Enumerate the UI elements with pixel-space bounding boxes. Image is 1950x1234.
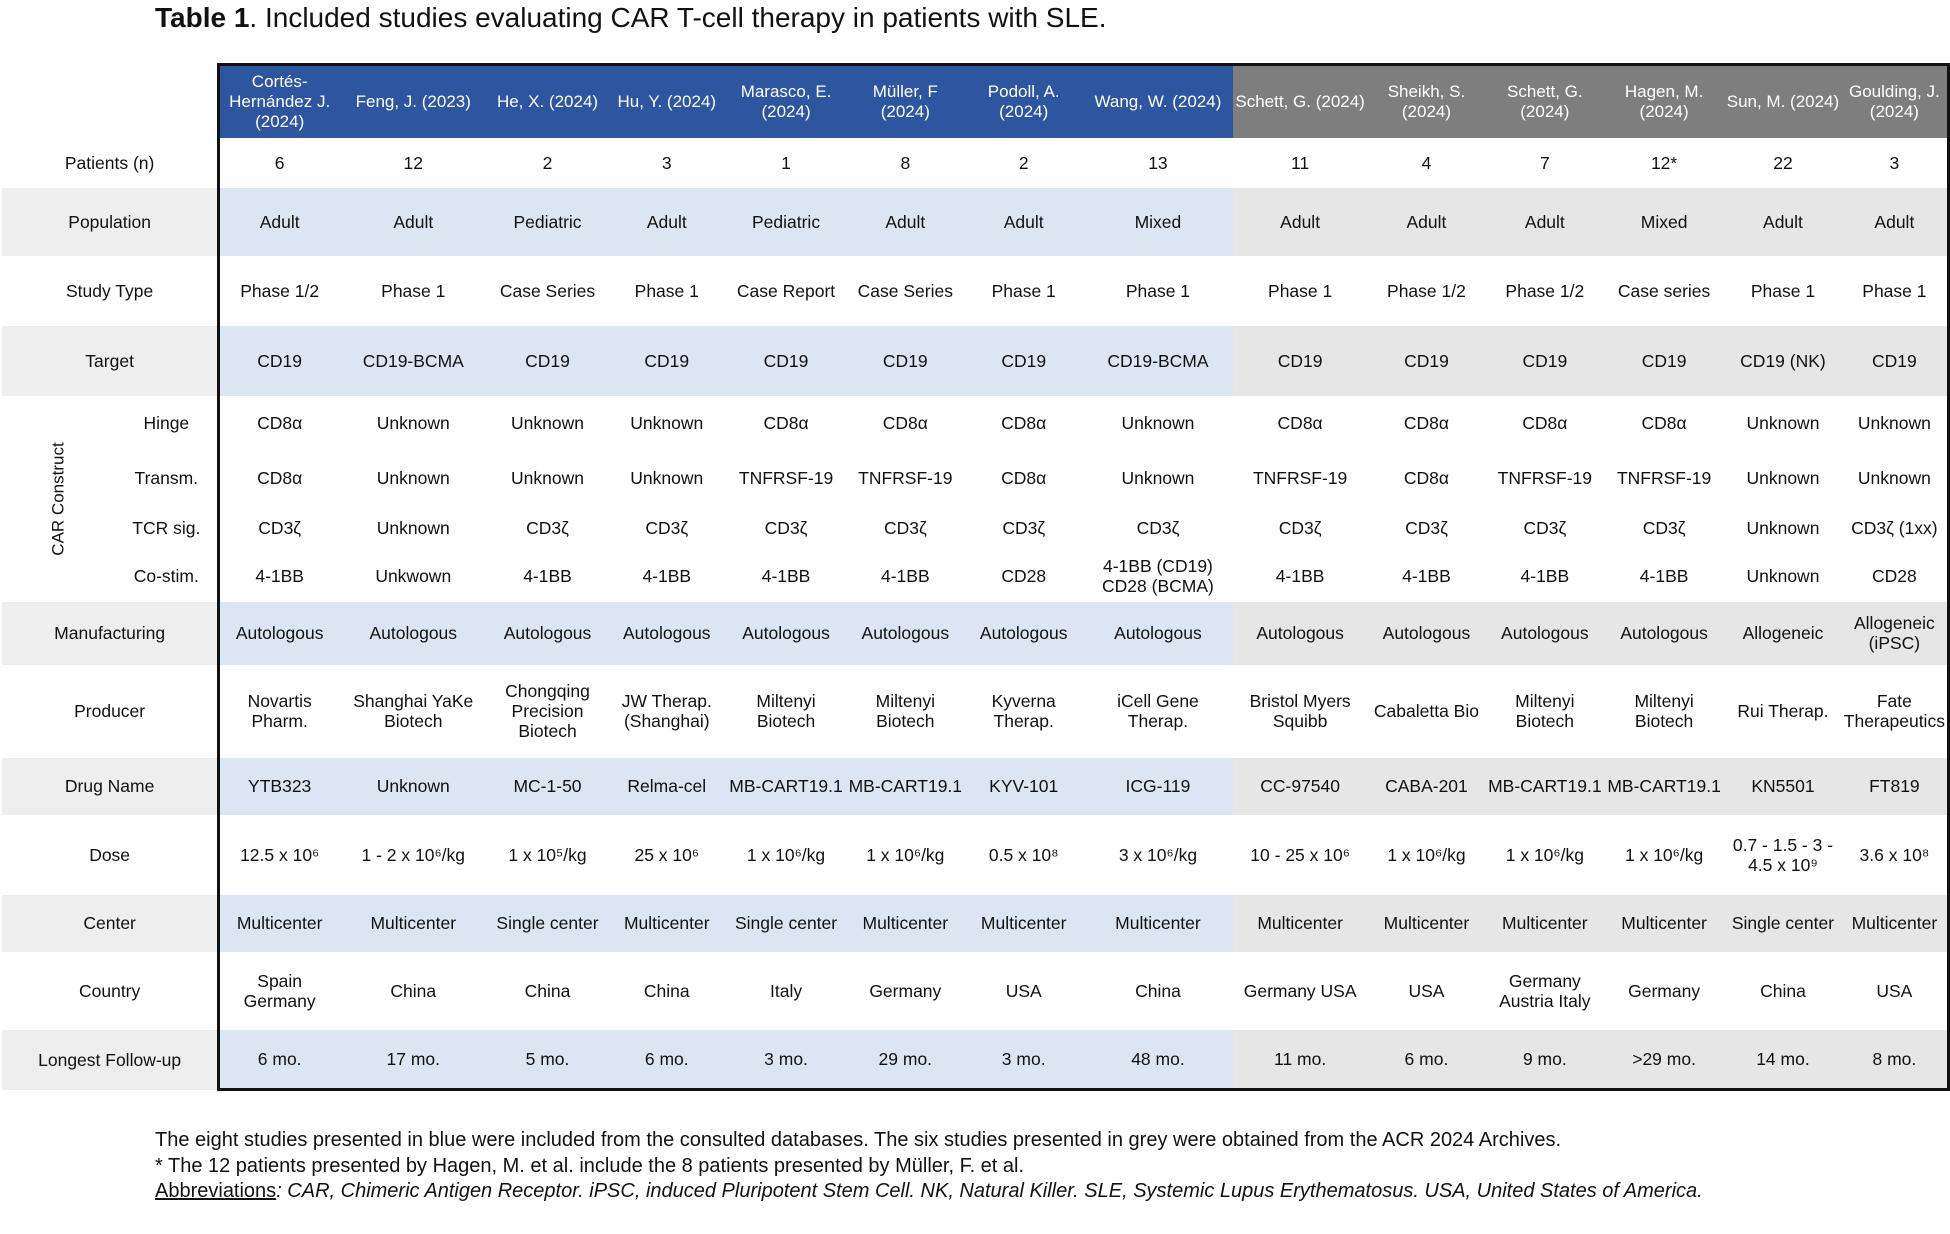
table-cell: 4-1BB: [642, 566, 692, 586]
table-cell: 4-1BB: [761, 566, 811, 586]
table-cell: Phase 1: [991, 280, 1056, 301]
table-cell: TNFRSF-19: [1616, 468, 1712, 488]
table-cell: CD3ζ: [764, 518, 808, 538]
table-cell: Autologous: [339, 602, 487, 665]
table-cell: 14 mo.: [1724, 1030, 1842, 1090]
table-cell: 0.7 - 1.5 - 3 - 4.5 x 10⁹: [1732, 834, 1834, 875]
table-cell: 5 mo.: [487, 1030, 607, 1090]
table-cell: Unknown: [1842, 396, 1949, 451]
table-cell: 12*: [1650, 152, 1678, 173]
table-cell: 1 x 10⁶/kg: [866, 844, 945, 865]
table-cell: CD19 (NK): [1724, 326, 1842, 396]
table-cell: 25 x 10⁶: [634, 844, 700, 865]
table-cell: KYV-101: [965, 758, 1083, 815]
table-cell: CD3ζ: [1405, 518, 1448, 538]
table-cell: 48 mo.: [1083, 1030, 1233, 1090]
table-row: [2, 665, 1949, 758]
study-header: Schett, G. (2024): [1486, 65, 1604, 138]
car-construct-label: [2, 396, 115, 602]
note-line-2: * The 12 patients presented by Hagen, M. et al. include the 8 patients presented by Müller, F. et al.: [155, 1154, 1025, 1177]
table-cell: 1 x 10⁶/kg: [1505, 844, 1584, 865]
table-cell: Unknown: [376, 518, 450, 538]
table-cell: Multicenter: [1486, 895, 1604, 952]
table-cell: USA: [1408, 980, 1445, 1001]
table-cell: Unknown: [1121, 468, 1195, 488]
table-cell: CD3ζ (1xx): [1842, 506, 1949, 551]
study-header: Feng, J. (2023): [339, 65, 487, 138]
table-cell: CD28: [1842, 551, 1949, 602]
table-cell: Adult: [608, 188, 726, 256]
table-cell: Autologous: [1486, 602, 1604, 665]
table-cell: CD8α: [1641, 413, 1687, 433]
table-cell: Autologous: [1367, 602, 1485, 665]
table-cell: USA: [1005, 980, 1042, 1001]
table-cell: 3: [661, 152, 672, 173]
table-cell: Case Series: [857, 280, 953, 301]
table-cell: TNFRSF-19: [1252, 468, 1348, 488]
table-cell: 3: [1842, 138, 1949, 188]
table-cell: CD8α: [1403, 413, 1450, 433]
note-abbreviations: [155, 1179, 1935, 1205]
row-label: Producer: [74, 701, 146, 721]
table-cell: Allogeneic: [1724, 602, 1842, 665]
row-label: Transm.: [134, 468, 199, 488]
table-cell: Adult: [1486, 188, 1604, 256]
table-cell: 3 mo.: [965, 1030, 1083, 1090]
study-header: Hu, Y. (2024): [608, 65, 726, 138]
table-cell: China: [390, 980, 437, 1001]
table-cell: CD19: [1842, 326, 1949, 396]
table-cell: 2: [1018, 152, 1029, 173]
table-cell: Miltenyi Biotech: [1634, 691, 1694, 731]
table-cell: Single center: [726, 895, 846, 952]
table-cell: TNFRSF-19: [858, 468, 953, 488]
table-cell: Phase 1: [1750, 280, 1816, 301]
table-cell: 3 x 10⁶/kg: [1118, 844, 1198, 865]
table-cell: Unknown: [1746, 518, 1820, 538]
table-cell: 0.5 x 10⁸: [988, 844, 1059, 865]
table-cell: iCell Gene Therap.: [1117, 691, 1199, 731]
table-row: [2, 138, 1949, 188]
table-cell: Germany USA: [1243, 980, 1357, 1001]
table-cell: Autologous: [846, 602, 964, 665]
table-cell: Adult: [1842, 188, 1949, 256]
study-header: Podoll, A. (2024): [965, 65, 1083, 138]
study-header: Marasco, E. (2024): [726, 65, 846, 138]
table-cell: 6 mo.: [219, 1030, 339, 1090]
table-cell: Multicenter: [1842, 895, 1949, 952]
table-cell: Bristol Myers Squibb: [1249, 691, 1351, 731]
table-cell: TNFRSF-19: [738, 468, 834, 488]
table-cell: CD19: [219, 326, 339, 396]
table-cell: China: [1135, 980, 1181, 1001]
row-label: Target: [2, 326, 219, 396]
table-cell: CD3ζ: [1523, 518, 1567, 538]
row-label: Population: [2, 188, 219, 256]
table-cell: China: [524, 980, 571, 1001]
table-cell: China: [643, 980, 690, 1001]
table-cell: Pediatric: [487, 188, 607, 256]
table-cell: CD19: [1367, 326, 1485, 396]
table-cell: Unknown: [1746, 468, 1820, 488]
study-header: He, X. (2024): [487, 65, 607, 138]
table-cell: 4-1BB (CD19) CD28 (BCMA): [1102, 556, 1214, 596]
table-cell: Unknown: [630, 468, 704, 488]
table-row: [2, 551, 1949, 602]
row-label: Longest Follow-up: [2, 1030, 219, 1090]
table-cell: Unknown: [511, 468, 584, 488]
table-cell: 6 mo.: [608, 1030, 726, 1090]
table-cell: CD3ζ: [883, 518, 927, 538]
table-cell: Unknown: [376, 413, 450, 433]
table-cell: Autologous: [1233, 602, 1367, 665]
row-label: Co-stim.: [133, 566, 199, 586]
table-cell: MB-CART19.1: [846, 758, 964, 815]
table-cell: Miltenyi Biotech: [756, 691, 816, 731]
table-cell: Novartis Pharm.: [219, 665, 339, 758]
table-cell: Spain Germany: [219, 952, 339, 1030]
table-cell: CD3ζ: [1136, 518, 1180, 538]
table-cell: CD19-BCMA: [1083, 326, 1233, 396]
study-header: Hagen, M. (2024): [1604, 65, 1724, 138]
table-row: [2, 602, 1949, 665]
table-cell: Multicenter: [219, 895, 339, 952]
row-label: Study Type: [66, 280, 154, 301]
row-label: Hinge: [143, 413, 190, 433]
table-cell: Germany Austria Italy: [1499, 970, 1591, 1011]
table-cell: CD8α: [1277, 413, 1323, 433]
table-cell: 7: [1539, 152, 1550, 173]
table-cell: TNFRSF-19: [1497, 468, 1592, 488]
table-cell: 11: [1291, 152, 1310, 173]
table-cell: 29 mo.: [846, 1030, 964, 1090]
table-cell: Autologous: [726, 602, 846, 665]
table-cell: Unknown: [1746, 566, 1820, 586]
table-row: [2, 758, 1949, 815]
table-cell: Case Report: [736, 280, 836, 301]
table-row: [2, 506, 1949, 551]
table-row: [2, 1030, 1949, 1090]
table-cell: Single center: [487, 895, 607, 952]
table-cell: CD3ζ: [1002, 518, 1046, 538]
table-cell: KN5501: [1724, 758, 1842, 815]
table-cell: Mixed: [1083, 188, 1233, 256]
study-header: Sheikh, S. (2024): [1367, 65, 1485, 138]
table-cell: ICG-119: [1083, 758, 1233, 815]
table-cell: 6: [219, 138, 339, 188]
table-cell: 4-1BB: [219, 551, 339, 602]
table-cell: CD3ζ: [1278, 518, 1322, 538]
table-cell: CD3ζ: [219, 506, 339, 551]
table-cell: 11 mo.: [1233, 1030, 1367, 1090]
table-cell: Unknown: [511, 413, 584, 433]
table-cell: Unknown: [376, 468, 450, 488]
table-cell: Mixed: [1604, 188, 1724, 256]
table-row: [2, 396, 1949, 451]
table-cell: Germany: [869, 980, 942, 1001]
table-cell: MB-CART19.1: [726, 758, 846, 815]
table-cell: Multicenter: [846, 895, 964, 952]
table-row: [2, 326, 1949, 396]
table-cell: CABA-201: [1367, 758, 1485, 815]
table-cell: Autologous: [1083, 602, 1233, 665]
table-cell: 22: [1773, 152, 1793, 173]
table-cell: 17 mo.: [339, 1030, 487, 1090]
table-notes: [155, 1128, 1935, 1205]
row-label: Drug Name: [2, 758, 219, 815]
table-cell: 13: [1148, 152, 1168, 173]
table-cell: USA: [1842, 952, 1949, 1030]
table-cell: Unknown: [1121, 413, 1195, 433]
table-cell: Adult: [339, 188, 487, 256]
header-blank: [2, 65, 219, 138]
table-cell: Autologous: [219, 602, 339, 665]
table-cell: Single center: [1724, 895, 1842, 952]
table-cell: CD8α: [763, 413, 809, 433]
table-cell: Autologous: [965, 602, 1083, 665]
table-cell: Case series: [1617, 280, 1711, 301]
table-cell: Rui Therap.: [1737, 701, 1829, 721]
table-cell: MB-CART19.1: [1486, 758, 1604, 815]
table-cell: Case Series: [499, 280, 596, 301]
table-cell: CD19: [1486, 326, 1604, 396]
table-cell: Phase 1: [381, 280, 446, 301]
table-title: . Included studies evaluating CAR T-cell therapy in patients with SLE.: [249, 2, 1107, 33]
table-cell: Autologous: [608, 602, 726, 665]
table-cell: Unknown: [630, 413, 704, 433]
table-cell: Adult: [1367, 188, 1485, 256]
note-line-1: The eight studies presented in blue were included from the consulted databases. The six studies presented in grey were obtained from the ACR 2024 Archives.: [155, 1129, 1562, 1151]
table-cell: 12.5 x 10⁶: [219, 815, 339, 895]
table-cell: CD28: [1001, 566, 1047, 586]
table-cell: CD8α: [1403, 468, 1450, 488]
table-cell: CD8α: [219, 451, 339, 506]
study-header: Cortés-Hernández J. (2024): [219, 65, 339, 138]
table-cell: Italy: [769, 980, 803, 1001]
table-cell: CD19-BCMA: [339, 326, 487, 396]
table-cell: Multicenter: [608, 895, 726, 952]
study-header: Sun, M. (2024): [1724, 65, 1842, 138]
table-cell: 4-1BB: [880, 566, 930, 586]
table-row: [2, 256, 1949, 326]
table-cell: Adult: [965, 188, 1083, 256]
table-cell: 4-1BB: [1639, 566, 1689, 586]
table-cell: Phase 1/2: [1387, 280, 1466, 301]
table-cell: 8 mo.: [1842, 1030, 1949, 1090]
table-cell: 9 mo.: [1486, 1030, 1604, 1090]
table-cell: 4-1BB: [1275, 566, 1325, 586]
table-cell: Adult: [1724, 188, 1842, 256]
table-cell: Fate Therapeutics: [1842, 665, 1949, 758]
table-cell: CD8α: [219, 396, 339, 451]
table-cell: Miltenyi Biotech: [1515, 691, 1575, 731]
table-cell: Shanghai YaKe Biotech: [353, 691, 474, 731]
table-label: Table 1: [155, 2, 250, 33]
table-cell: Miltenyi Biotech: [875, 691, 935, 731]
studies-table: [2, 63, 1950, 1091]
abbreviations-text: : CAR, Chimeric Antigen Receptor. iPSC, induced Pluripotent Stem Cell. NK, Natural Killer. SLE, Systemic Lupus Erythematosus. USA, United States of America.: [276, 1180, 1703, 1202]
table-cell: Relma-cel: [608, 758, 726, 815]
table-cell: Multicenter: [1083, 895, 1233, 952]
table-row: [2, 451, 1949, 506]
table-cell: 4-1BB: [1402, 566, 1451, 586]
table-cell: Multicenter: [339, 895, 487, 952]
row-label: Dose: [89, 844, 131, 865]
row-label: Center: [2, 895, 219, 952]
table-cell: Germany: [1628, 980, 1701, 1001]
study-header: Schett, G. (2024): [1233, 65, 1367, 138]
table-cell: 12: [403, 152, 423, 173]
table-cell: 8: [900, 152, 911, 173]
table-cell: Kyverna Therap.: [991, 691, 1056, 731]
table-cell: Multicenter: [1604, 895, 1724, 952]
table-cell: Adult: [1233, 188, 1367, 256]
table-cell: 2: [542, 152, 553, 173]
row-label: Country: [78, 980, 141, 1001]
car-construct-text: CAR Construct: [48, 442, 68, 556]
table-cell: Unkwown: [375, 566, 452, 586]
row-label: Manufacturing: [2, 602, 219, 665]
table-cell: 3 mo.: [726, 1030, 846, 1090]
table-row: [2, 188, 1949, 256]
table-cell: Unknown: [339, 758, 487, 815]
table-cell: Phase 1/2: [219, 256, 339, 326]
table-cell: Phase 1: [1268, 280, 1333, 301]
table-cell: JW Therap. (Shanghai): [621, 691, 712, 731]
table-cell: CD19: [846, 326, 964, 396]
table-cell: 3.6 x 10⁸: [1842, 815, 1949, 895]
table-cell: 1 x 10⁵/kg: [508, 844, 587, 865]
row-label: Patients (n): [64, 152, 155, 173]
table-cell: 4: [1421, 152, 1432, 173]
table-cell: Phase 1/2: [1505, 280, 1585, 301]
table-cell: 1 x 10⁶/kg: [1387, 844, 1466, 865]
table-cell: CD19: [487, 326, 607, 396]
table-cell: Unknown: [1842, 451, 1949, 506]
table-cell: CD19: [608, 326, 726, 396]
table-row: [2, 952, 1949, 1030]
table-cell: CD19: [965, 326, 1083, 396]
table-cell: >29 mo.: [1604, 1030, 1724, 1090]
table-row: [2, 815, 1949, 895]
table-cell: Chongqing Precision Biotech: [505, 681, 590, 741]
table-cell: 1 x 10⁶/kg: [746, 844, 826, 865]
table-cell: Allogeneic (iPSC): [1842, 602, 1949, 665]
table-cell: 1 - 2 x 10⁶/kg: [361, 844, 466, 865]
table-cell: 1: [781, 152, 791, 173]
table-cell: 1 x 10⁶/kg: [1624, 844, 1704, 865]
table-cell: CD8α: [1001, 413, 1047, 433]
table-cell: MC-1-50: [487, 758, 607, 815]
table-cell: CC-97540: [1233, 758, 1367, 815]
table-cell: CD3ζ: [645, 518, 689, 538]
study-header: Wang, W. (2024): [1083, 65, 1233, 138]
study-header: Goulding, J. (2024): [1842, 65, 1949, 138]
table-cell: MB-CART19.1: [1604, 758, 1724, 815]
table-cell: FT819: [1842, 758, 1949, 815]
table-cell: Pediatric: [726, 188, 846, 256]
table-cell: CD19: [726, 326, 846, 396]
table-cell: CD19: [1233, 326, 1367, 396]
table-row: [2, 895, 1949, 952]
table-cell: 4-1BB: [1520, 566, 1570, 586]
table-cell: Phase 1: [1125, 280, 1191, 301]
table-cell: CD3ζ: [1642, 518, 1686, 538]
table-cell: 6 mo.: [1367, 1030, 1485, 1090]
table-cell: CD8α: [882, 413, 928, 433]
table-cell: CD3ζ: [526, 518, 569, 538]
table-cell: Cabaletta Bio: [1373, 701, 1479, 721]
table-cell: Multicenter: [965, 895, 1083, 952]
table-cell: Adult: [219, 188, 339, 256]
table-cell: 10 - 25 x 10⁶: [1250, 844, 1350, 865]
abbreviations-label: Abbreviations: [155, 1180, 277, 1202]
table-cell: Phase 1: [1842, 256, 1949, 326]
table-cell: Multicenter: [1367, 895, 1485, 952]
table-cell: CD19: [1604, 326, 1724, 396]
table-cell: Unknown: [1746, 413, 1820, 433]
table-cell: Autologous: [487, 602, 607, 665]
table-cell: YTB323: [219, 758, 339, 815]
table-cell: CD8α: [1001, 468, 1047, 488]
table-caption: [155, 2, 1106, 34]
study-header: Müller, F (2024): [846, 65, 964, 138]
table-cell: Adult: [846, 188, 964, 256]
table-cell: Multicenter: [1233, 895, 1367, 952]
table-cell: CD8α: [1522, 413, 1568, 433]
table-cell: 4-1BB: [523, 566, 572, 586]
table-cell: Autologous: [1604, 602, 1724, 665]
table-cell: Phase 1: [634, 280, 699, 301]
row-label: TCR sig.: [132, 518, 201, 538]
table-cell: China: [1760, 980, 1806, 1001]
